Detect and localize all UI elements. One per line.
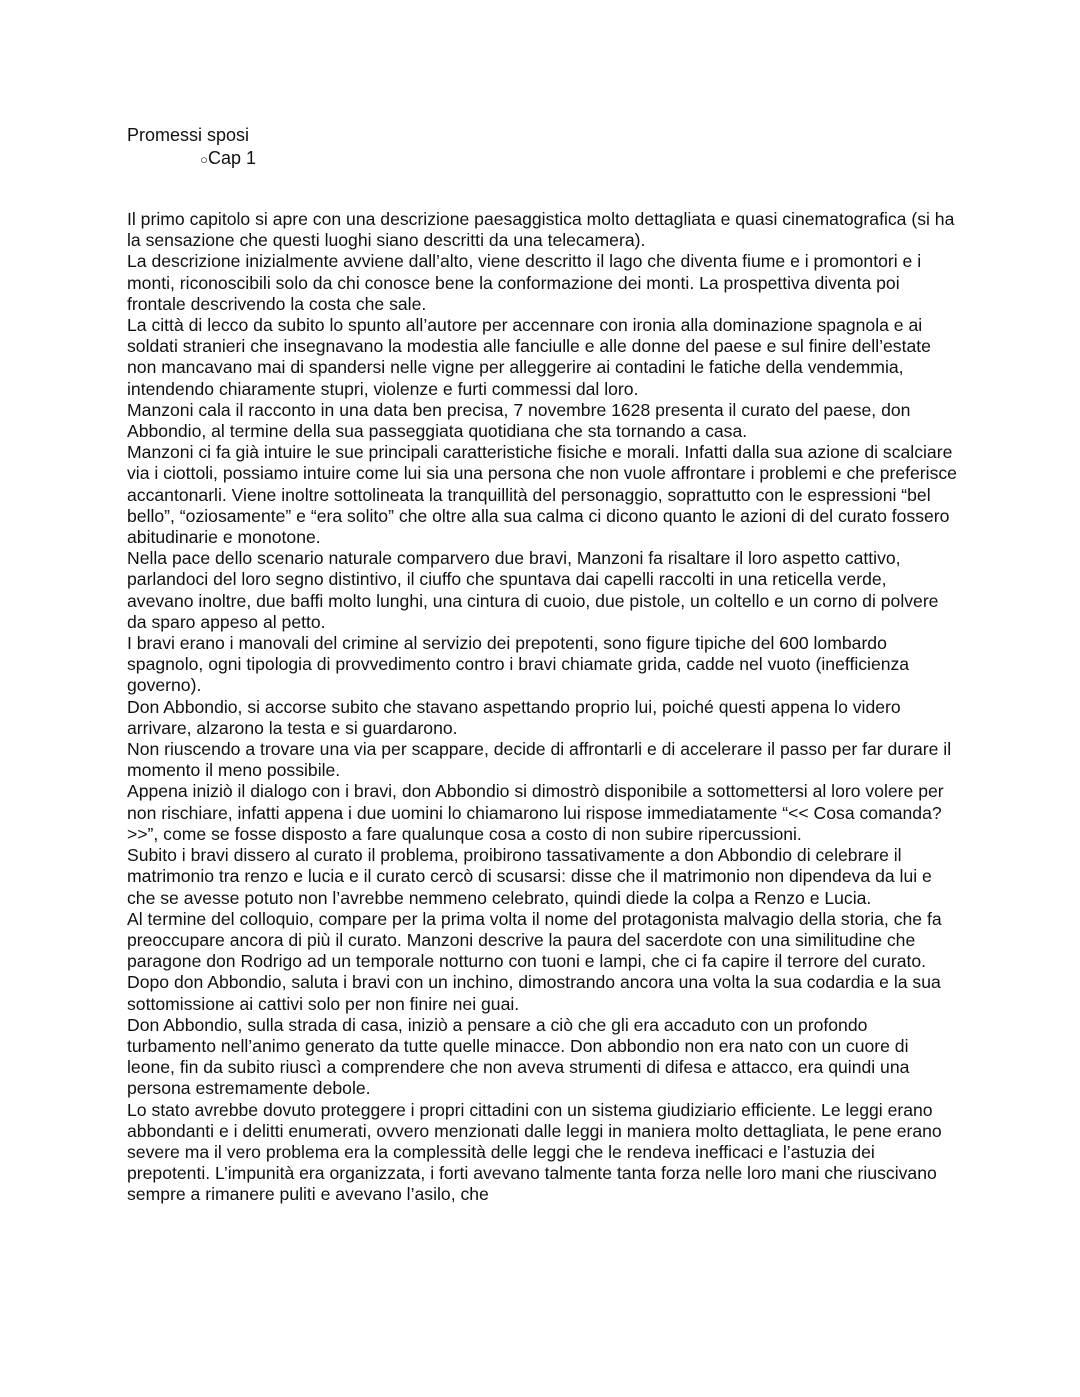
document-title: Promessi sposi [127,125,250,145]
document-page [127,124,957,1206]
paragraph: I bravi erano i manovali del crimine al servizio dei prepotenti, sono figure tipiche del 600 lombardo spagnolo, ogni tipologia di provvedimento contro i bravi chiamate grida, cadde nel vuoto (inefficienza governo). [127,633,910,696]
paragraph: La descrizione inizialmente avviene dall’alto, viene descritto il lago che diventa fiume e i promontori e i monti, riconoscibili solo da chi conosce bene la conformazione dei monti. La prospettiva diventa poi frontale descrivendo la costa che sale. [127,251,922,314]
paragraph: Nella pace dello scenario naturale comparvero due bravi, Manzoni fa risaltare il loro aspetto cattivo, parlandoci del loro segno distintivo, il ciuffo che spuntava dai capelli raccolti in una reticella verde, avevano inoltre, due baffi molto lunghi, una cintura di cuoio, due pistole, un coltello e un corno di polvere da sparo appeso al petto. [127,548,939,632]
paragraph: Lo stato avrebbe dovuto proteggere i propri cittadini con un sistema giudiziario efficiente. Le leggi erano abbondanti e i delitti enumerati, ovvero menzionati dalle leggi in maniera molto dettagliata, le pene erano severe ma il vero problema era la complessità delle leggi che le rendeva inefficaci e l’astuzia dei prepotenti. L’impunità era organizzata, i forti avevano talmente tanta forza nelle loro mani che riuscivano sempre a rimanere puliti e avevano l’asilo, che [127,1099,942,1205]
paragraph: Manzoni cala il racconto in una data ben precisa, 7 novembre 1628 presenta il curato del paese, don Abbondio, al termine della sua passeggiata quotidiana che sta tornando a casa. [127,399,911,442]
document-body [127,209,957,1206]
hollow-bullet-icon: ○ [200,152,208,167]
paragraph: Don Abbondio, sulla strada di casa, iniziò a pensare a ciò che gli era accaduto con un profondo turbamento nell’animo generato da tutte quelle minacce. Don abbondio non era nato con un cuore di leone, fin da subito riuscì a comprendere che non aveva strumenti di difesa e attacco, era quindi una persona estremamente debole. [127,1014,910,1099]
paragraph: Don Abbondio, si accorse subito che stavano aspettando proprio lui, poiché questi appena lo videro arrivare, alzarono la testa e si guardarono. [127,696,901,738]
paragraph: Non riuscendo a trovare una via per scappare, decide di affrontarli e di accelerare il passo per far durare il momento il meno possibile. [127,739,952,781]
paragraph: Subito i bravi dissero al curato il problema, proibirono tassativamente a don Abbondio di celebrare il matrimonio tra renzo e lucia e il curato cercò di scusarsi: disse che il matrimonio non dipendeva da lui e che se avesse potuto non l’avrebbe nemmeno celebrato, quindi diede la colpa a Renzo e Lucia. [127,845,932,908]
paragraph: Il primo capitolo si apre con una descrizione paesaggistica molto dettagliata e quasi cinematografica (si ha la sensazione che questi luoghi siano descritti da una telecamera). [127,209,955,251]
paragraph: Manzoni ci fa già intuire le sue principali caratteristiche fisiche e morali. Infatti dalla sua azione di scalciare via i ciottoli, possiamo intuire come lui sia una persona che non vuole affrontare i problemi e che preferisce accantonarli. Viene inoltre sottolineata la tranquillità del personaggio, soprattutto con le espressioni “bel bello”, “oziosamente” e “era solito” che oltre alla sua calma ci dicono quanto le azioni di del curato fossero abitudinarie e monotone. [127,442,957,548]
paragraph: Al termine del colloquio, compare per la prima volta il nome del protagonista malvagio della storia, che fa preoccupare ancora di più il curato. Manzoni descrive la paura del sacerdote con una similitudine che paragone don Rodrigo ad un temporale notturno con tuoni e lampi, che ci fa capire il terrore del curato. Dopo don Abbondio, saluta i bravi con un inchino, dimostrando ancora una volta la sua codardia e la sua sottomissione ai cattivi solo per non finire nei guai. [127,908,942,1014]
chapter-bullet-item [127,147,957,171]
paragraph: Appena iniziò il dialogo con i bravi, don Abbondio si dimostrò disponibile a sottomettersi al loro volere per non rischiare, infatti appena i due uomini lo chiamarono lui rispose immediatamente “<< Cosa comanda?>>”, come se fosse disposto a fare qualunque cosa a costo di non subire ripercussioni. [127,781,944,844]
chapter-heading: Cap 1 [208,148,257,168]
paragraph: La città di lecco da subito lo spunto all’autore per accennare con ironia alla dominazione spagnola e ai soldati stranieri che insegnavano la modestia alle fanciulle e alle donne del paese e sul finire dell’estate non mancavano mai di spandersi nelle vigne per alleggerire ai contadini le fatiche della vendemmia, intendendo chiaramente stupri, violenze e furti commessi dal loro. [127,315,931,399]
